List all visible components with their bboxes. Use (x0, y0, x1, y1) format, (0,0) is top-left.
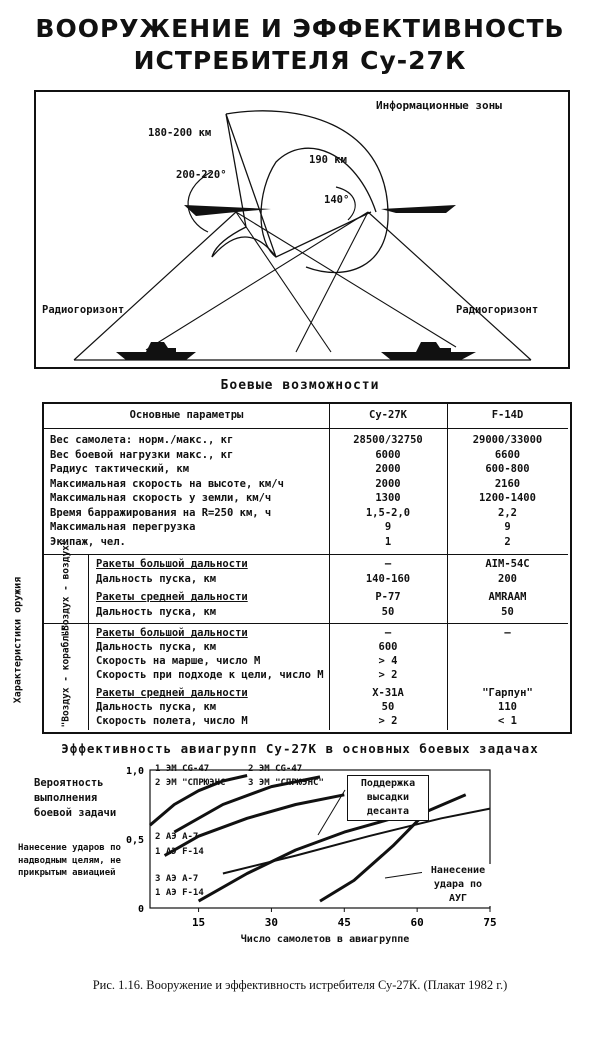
cross-line-4 (296, 212, 368, 352)
param-su27k-value: 28500/32750 (353, 434, 423, 446)
right-aircraft (381, 205, 456, 213)
as-su27k-value: > 2 (378, 715, 398, 727)
as-f14d-value: < 1 (498, 715, 517, 727)
param-su27k-value: 2000 (375, 477, 401, 490)
info-zones-svg (36, 92, 568, 367)
param-su27k-value: 1300 (375, 492, 401, 504)
ann-a7-2: 2 АЭ А-7 (155, 832, 199, 842)
param-label: Радиус тактический, км (50, 463, 190, 475)
aa-f14d-value: AMRAAM (488, 591, 527, 603)
aa-label: Ракеты большой дальности (96, 558, 248, 570)
as-label: Скорость полета, число М (96, 715, 248, 727)
chart-ylabel: Вероятность выполнения боевой задачи (34, 777, 117, 819)
section-divider-2 (44, 623, 568, 624)
param-su27k-value: 1 (384, 535, 392, 548)
chart-left-note: Нанесение ударов по надводным целям, не прикрытым авиацией (18, 843, 121, 878)
y-tick-label: 0 (137, 904, 144, 915)
as-su27k-value: — (384, 627, 392, 639)
as-f14d-value: — (504, 627, 511, 639)
param-label: Вес самолета: норм./макс., кг (50, 434, 234, 446)
param-f14d-value: 29000/33000 (472, 434, 543, 446)
angle-right-label: 140° (324, 194, 350, 206)
as-f14d-value: 110 (498, 701, 517, 713)
figure-caption: Рис. 1.16. Вооружение и эффективность истребителя Су-27К. (Плакат 1982 г.) (92, 978, 508, 992)
angle-left-label: 200-220° (176, 169, 227, 181)
y-tick-label: 0,5 (125, 835, 144, 846)
cross-line-2 (146, 212, 368, 350)
x-tick-label: 75 (483, 916, 497, 929)
param-label: Максимальная перегрузка (50, 521, 196, 533)
aa-su27k-value: 50 (381, 606, 395, 618)
param-su27k-value: 9 (384, 521, 392, 533)
param-f14d-value: 2 (504, 535, 511, 548)
param-f14d-value: 9 (504, 521, 511, 533)
radio-line-right (368, 212, 531, 360)
combat-table (42, 402, 572, 734)
aa-f14d-value: AIM-54C (485, 558, 530, 570)
air-air-label: "Воздух - воздух" (60, 539, 72, 637)
param-su27k-value: 6000 (375, 448, 401, 461)
param-label: Максимальная скорость у земли, км/ч (50, 492, 272, 504)
info-zones-diagram (34, 90, 570, 369)
air-ship-label: "Воздух - корабль" (60, 624, 72, 728)
aug-leader (385, 872, 425, 878)
left-angle-arc (188, 172, 211, 232)
ann-cg47-1: 1 ЭМ CG-47 (155, 764, 210, 774)
header-su27k: Су-27К (369, 409, 407, 421)
as-label: Дальность пуска, км (96, 641, 217, 653)
aa-label: Ракеты средней дальности (96, 591, 248, 603)
ann-a7-3: 3 АЭ А-7 (155, 874, 199, 884)
as-f14d-value: "Гарпун" (482, 687, 533, 699)
x-tick-label: 30 (264, 916, 279, 929)
header-f14d: F-14D (491, 409, 524, 421)
param-su27k-value: 1,5-2,0 (365, 506, 411, 519)
ann-spr-3: 3 ЭМ "СПРЮЭНС" (248, 778, 324, 788)
ann-landing: Поддержка высадки десанта (347, 775, 429, 821)
aa-su27k-value: — (384, 558, 392, 570)
param-f14d-value: 2160 (494, 477, 521, 490)
as-label: Ракеты средней дальности (96, 687, 248, 699)
param-f14d-value: 1200-1400 (479, 492, 536, 504)
param-label: Экипаж, чел. (50, 535, 126, 548)
param-su27k-value: 2000 (375, 463, 401, 475)
param-label: Время барражирования на R=250 км, ч (50, 506, 272, 519)
as-label: Скорость на марше, число М (96, 655, 261, 667)
param-f14d-value: 2,2 (498, 506, 517, 519)
aa-label: Дальность пуска, км (96, 573, 217, 585)
info-zones-label: Информационные зоны (376, 99, 502, 112)
param-label: Вес боевой нагрузки макс., кг (50, 448, 234, 461)
as-su27k-value: 600 (378, 641, 398, 653)
as-su27k-value: Х-31А (372, 687, 404, 699)
chart-xlabel: Число самолетов в авиагруппе (240, 934, 410, 945)
param-label: Максимальная скорость на высоте, км/ч (50, 477, 284, 490)
param-f14d-value: 600-800 (485, 463, 530, 475)
cross-line-1 (236, 212, 456, 347)
aa-f14d-value: 200 (498, 573, 517, 585)
series-line (199, 818, 393, 901)
as-label: Ракеты большой дальности (96, 627, 248, 639)
cross-line-3 (236, 212, 331, 352)
x-tick-label: 60 (410, 916, 424, 929)
combat-heading: Боевые возможности (220, 378, 380, 393)
header-params: Основные параметры (129, 409, 244, 421)
left-zone-lobe (226, 111, 388, 273)
as-su27k-value: 50 (381, 701, 395, 713)
as-label: Скорость при подходе к цели, число М (96, 669, 324, 681)
header-divider (44, 428, 568, 429)
x-tick-label: 45 (337, 916, 351, 929)
ann-spr-2: 2 ЭМ "СПРЮЭНС" (155, 778, 231, 788)
ann-aug: Нанесение удара по АУГ (422, 864, 494, 906)
radio-horizon-left-label: Радиогоризонт (42, 304, 125, 316)
title-line-1: ВООРУЖЕНИЕ И ЭФФЕКТИВНОСТЬ (35, 14, 565, 43)
ann-f14-1a: 1 АЭ F-14 (155, 847, 204, 857)
aa-su27k-value: Р-77 (375, 591, 401, 603)
sub-col-divider (88, 554, 89, 730)
as-su27k-value: > 2 (378, 669, 398, 681)
x-tick-label: 15 (191, 916, 206, 929)
as-label: Дальность пуска, км (96, 701, 217, 713)
left-ship (116, 342, 196, 360)
range-right-label: 190 км (309, 154, 347, 166)
ann-cg47-2: 2 ЭМ CG-47 (248, 764, 303, 774)
chart-title: Эффективность авиагрупп Су-27К в основных боевых задачах (61, 741, 539, 756)
range-left-label: 180-200 км (148, 127, 212, 139)
y-tick-label: 1,0 (125, 766, 144, 777)
left-zone-shape (212, 114, 276, 257)
param-f14d-value: 6600 (494, 448, 521, 461)
as-su27k-value: > 4 (378, 655, 398, 667)
ann-f14-1b: 1 АЭ F-14 (155, 888, 204, 898)
radio-line-left (74, 212, 236, 360)
right-ship (381, 342, 476, 360)
weapons-label: Характеристики оружия (12, 576, 24, 704)
section-divider-1 (44, 554, 568, 555)
aa-su27k-value: 140-160 (365, 573, 411, 585)
aa-label: Дальность пуска, км (96, 606, 217, 618)
aa-f14d-value: 50 (501, 606, 514, 618)
title-line-2: ИСТРЕБИТЕЛЯ Су-27К (133, 46, 467, 75)
radio-horizon-right-label: Радиогоризонт (456, 304, 539, 316)
